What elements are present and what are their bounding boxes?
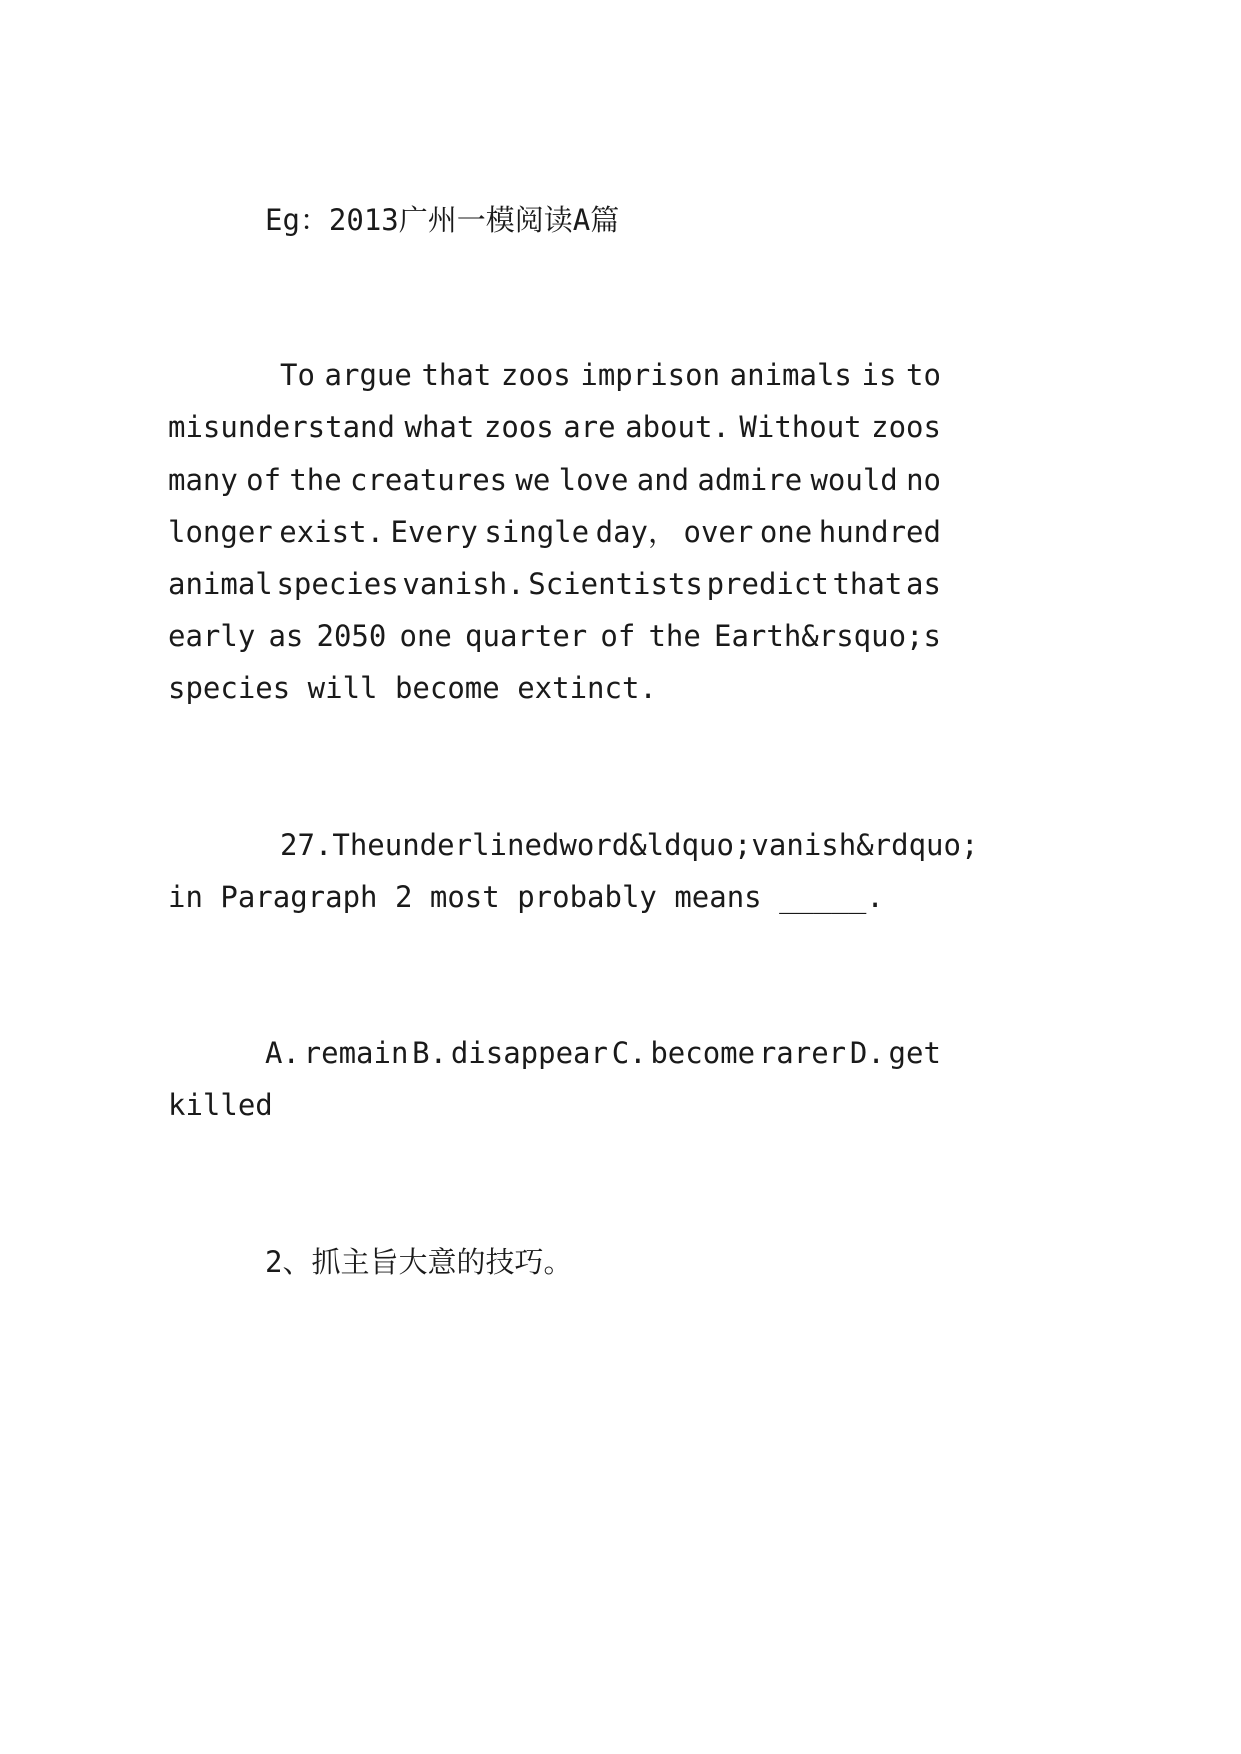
word: admire — [697, 463, 803, 497]
word: B. — [412, 1036, 448, 1070]
word: rarer — [758, 1036, 847, 1070]
word: would — [810, 463, 898, 497]
word: &ldquo;vanish&rdquo; — [629, 828, 979, 862]
passage-line — [168, 616, 941, 656]
word: 27.The — [280, 828, 385, 862]
word: 2050 — [316, 619, 387, 653]
options-line: killed — [168, 1088, 273, 1122]
word: quarter — [465, 619, 588, 653]
word: about. — [625, 410, 730, 444]
word: remain — [303, 1036, 409, 1070]
word: many — [168, 463, 238, 497]
word: zoos — [483, 410, 554, 444]
word: animals — [729, 358, 852, 392]
word: are — [563, 410, 616, 444]
word: exist. — [279, 515, 385, 549]
word: zoos — [500, 358, 571, 392]
word: To — [280, 358, 315, 392]
word: disappear — [450, 1036, 608, 1070]
word: C. — [611, 1036, 647, 1070]
word: get — [888, 1036, 941, 1070]
section-2-heading: 2、抓主旨大意的技巧。 — [265, 1245, 573, 1279]
word: Earth&rsquo;s — [713, 619, 941, 653]
word: and — [636, 463, 690, 497]
word: species — [276, 567, 399, 601]
passage-line — [168, 512, 941, 552]
word: imprison — [580, 358, 721, 392]
passage-line — [168, 460, 941, 500]
word: predict — [706, 567, 829, 601]
word: Scientists — [528, 567, 703, 601]
word: argue — [324, 358, 412, 392]
word: creatures — [350, 463, 508, 497]
word: as — [268, 619, 304, 653]
word: single — [484, 515, 590, 549]
word: animal — [168, 567, 273, 601]
passage-line: species will become extinct. — [168, 671, 657, 705]
word: Every — [390, 515, 478, 549]
word: D. — [849, 1036, 885, 1070]
word: longer — [168, 515, 273, 549]
word: as — [906, 567, 941, 601]
question-line: in Paragraph 2 most probably means _____. — [168, 880, 884, 914]
passage-line — [168, 564, 941, 604]
example-heading: Eg：2013广州一模阅读A篇 — [265, 203, 620, 237]
passage-line — [168, 407, 941, 447]
word: underlined — [384, 828, 560, 862]
word: Without — [739, 410, 862, 444]
word: the — [289, 463, 342, 497]
word: A. — [265, 1036, 300, 1070]
word: is — [861, 358, 897, 392]
word: become — [650, 1036, 756, 1070]
word: of — [246, 463, 282, 497]
word: one — [759, 515, 813, 549]
options-line — [265, 1033, 941, 1073]
word: one — [399, 619, 452, 653]
word: love — [558, 463, 629, 497]
word: what — [404, 410, 475, 444]
word: vanish. — [402, 567, 525, 601]
word: no — [906, 463, 941, 497]
word: hundred — [818, 515, 941, 549]
word: of — [600, 619, 636, 653]
word: early — [168, 619, 256, 653]
word: day， — [595, 515, 677, 549]
word: we — [515, 463, 551, 497]
passage-line — [280, 355, 941, 395]
word: zoos — [871, 410, 941, 444]
word: that — [832, 567, 903, 601]
word: the — [648, 619, 701, 653]
word: that — [421, 358, 492, 392]
word: over — [683, 515, 754, 549]
word: misunderstand — [168, 410, 395, 444]
word: word — [559, 828, 630, 862]
question-line — [280, 825, 979, 865]
word: to — [906, 358, 941, 392]
